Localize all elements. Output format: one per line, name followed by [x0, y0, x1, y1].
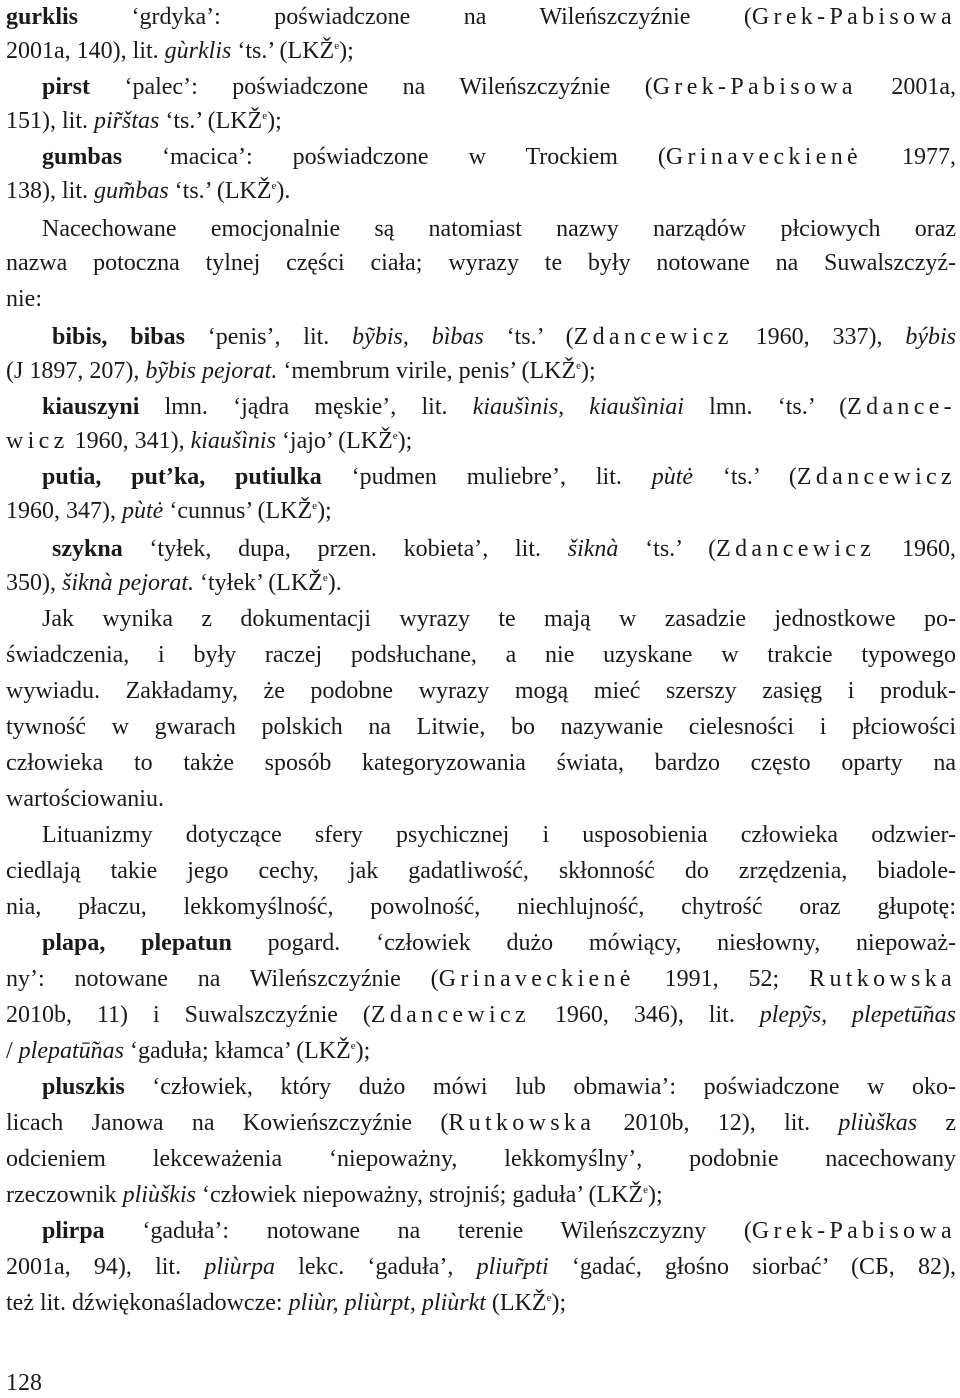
- text-line: [6, 1178, 956, 1212]
- author-citation: Grinaveckienė: [665, 144, 862, 170]
- lithuanian-form: gùrklis: [164, 38, 232, 64]
- text-segment: (J 1897, 207),: [6, 358, 146, 384]
- text-segment: );: [551, 1290, 567, 1316]
- text-segment: 1960, 346), lit.: [529, 1002, 760, 1028]
- text-segment: 2001a, 94), lit.: [6, 1254, 205, 1280]
- lithuanian-form: kiaušìnis, kiaušìniai: [472, 394, 684, 420]
- lithuanian-form: pliur̃pti: [476, 1254, 549, 1280]
- text-segment: ‘gaduła; kłamca’ (LKŽ: [124, 1038, 351, 1064]
- text-segment: 2001a, 140), lit.: [6, 38, 165, 64]
- text-segment: ‘gaduła’: notowane na terenie Wileńszczyzny (: [104, 1218, 752, 1244]
- text-segment: ciedlają takie jego cechy, jak gadatliwość, skłonność do zrzędzenia, biadole-: [6, 858, 956, 884]
- text-segment: ‘palec’: poświadczone na Wileńszczyźnie (: [90, 74, 653, 100]
- text-segment: ‘grdyka’: poświadczone na Wileńszczyźnie (: [78, 4, 752, 30]
- text-segment: 350),: [6, 570, 62, 596]
- superscript: e: [546, 1292, 552, 1304]
- lithuanian-form: pùtė: [651, 464, 694, 490]
- text-line: [6, 854, 956, 888]
- author-citation: Grek-Pabisowa: [751, 4, 956, 30]
- text-line: [6, 638, 956, 672]
- text-segment: );: [339, 38, 354, 64]
- headword: szykna: [52, 536, 123, 562]
- text-line: [6, 1142, 956, 1176]
- lithuanian-form: pliùškis: [122, 1182, 196, 1208]
- text-segment: ‘ts.’ (LKŽ: [231, 38, 335, 64]
- text-line: [6, 282, 956, 316]
- author-citation: Rutkowska: [448, 1110, 596, 1136]
- text-segment: ‘gadać, głośno siorbać’ (СБ, 82),: [548, 1254, 957, 1280]
- text-segment: );: [397, 428, 413, 454]
- lithuanian-form: bỹbis pejorat.: [145, 358, 278, 384]
- text-segment: (LKŽ: [485, 1290, 547, 1316]
- text-segment: ‘membrum virile, penis’ (LKŽ: [277, 358, 577, 384]
- text-line: [6, 818, 956, 852]
- text-segment: nazwa potoczna tylnej części ciała; wyrazy te były notowane na Suwalszczyź-: [6, 250, 956, 276]
- author-citation: Grek-Pabisowa: [652, 74, 857, 100]
- text-line: [6, 782, 956, 816]
- text-segment: lmn. ‘ts.’ (: [683, 394, 848, 420]
- author-citation: Zdancewicz: [370, 1002, 530, 1028]
- text-line: [6, 1070, 956, 1104]
- text-segment: ‘ts.’ (: [693, 464, 797, 490]
- superscript: e: [350, 1040, 356, 1052]
- text-segment: ‘ts.’ (LKŽ: [159, 108, 263, 134]
- headword: bibis, bibas: [52, 324, 185, 350]
- author-citation: Grinaveckienė: [438, 966, 635, 992]
- text-line: [6, 354, 956, 388]
- text-segment: ‘człowiek, który dużo mówi lub obmawia’: poświadczone w oko-: [124, 1074, 956, 1100]
- text-line: [6, 104, 956, 138]
- text-segment: 1960,: [875, 536, 956, 562]
- text-line: [6, 962, 956, 996]
- lithuanian-form: gum̃bas: [94, 178, 169, 204]
- text-segment: 138), lit.: [6, 178, 94, 204]
- headword: plapa, plepatun: [42, 930, 232, 956]
- text-segment: lekc. ‘gaduła’,: [275, 1254, 477, 1280]
- superscript: e: [271, 180, 277, 192]
- text-segment: Jak wynika z dokumentacji wyrazy te mają w zasadzie jednostkowe po-: [42, 606, 956, 632]
- text-segment: pogard. ‘człowiek dużo mówiący, niesłowny, niepoważ-: [231, 930, 956, 956]
- text-segment: 1960, 347),: [6, 498, 122, 524]
- text-line: [6, 926, 956, 960]
- text-line: [6, 532, 956, 566]
- text-line: [6, 1106, 956, 1140]
- lithuanian-form: pliùškas: [838, 1110, 918, 1136]
- superscript: e: [334, 40, 340, 52]
- text-line: [6, 890, 956, 924]
- text-segment: wywiadu. Zakładamy, że podobne wyrazy mogą mieć szerszy zasięg i produk-: [6, 678, 956, 704]
- text-segment: );: [648, 1182, 663, 1208]
- text-line: [6, 70, 956, 104]
- text-line: [6, 674, 956, 708]
- text-segment: tywność w gwarach polskich na Litwie, bo nazywanie cielesności i płciowości: [6, 714, 956, 740]
- superscript: e: [262, 110, 268, 122]
- text-line: [6, 1286, 956, 1320]
- text-line: [6, 174, 956, 208]
- text-line: [6, 460, 956, 494]
- text-segment: nie:: [6, 286, 42, 312]
- text-segment: ‘tyłek’ (LKŽ: [194, 570, 323, 596]
- lithuanian-form: plepỹs, plepetū̃nas: [759, 1002, 957, 1028]
- text-segment: );: [355, 1038, 371, 1064]
- superscript: e: [322, 572, 328, 584]
- text-line: [6, 998, 956, 1032]
- author-citation: Zdancewicz: [716, 536, 876, 562]
- text-segment: /: [6, 1038, 19, 1064]
- author-citation: Zdancewicz: [573, 324, 733, 350]
- page-number: 128: [6, 1370, 42, 1396]
- text-segment: 2010b, 12), lit.: [595, 1110, 839, 1136]
- lithuanian-form: pliùrpa: [204, 1254, 276, 1280]
- text-segment: ‘pudmen muliebre’, lit.: [321, 464, 652, 490]
- text-segment: odcieniem lekceważenia ‘niepoważny, lekkomyślny’, podobnie nacechowany: [6, 1146, 956, 1172]
- text-segment: rzeczownik: [6, 1182, 123, 1208]
- author-citation: Zdance-: [847, 394, 956, 420]
- text-segment: 1977,: [862, 144, 956, 170]
- text-line: [6, 1034, 956, 1068]
- text-line: [6, 1250, 956, 1284]
- text-segment: 1960, 337),: [732, 324, 906, 350]
- text-segment: ny’: notowane na Wileńszczyźnie (: [6, 966, 439, 992]
- author-citation: Grek-Pabisowa: [751, 1218, 956, 1244]
- headword: pirst: [42, 74, 90, 100]
- headword: kiauszyni: [42, 394, 140, 420]
- author-citation: Rutkowska: [809, 966, 957, 992]
- lithuanian-form: šiknà pejorat.: [62, 570, 194, 596]
- text-line: [6, 602, 956, 636]
- superscript: e: [643, 1184, 649, 1196]
- text-line: [6, 0, 956, 34]
- text-line: [6, 212, 956, 246]
- author-citation: wicz: [6, 428, 69, 454]
- text-segment: ‘człowiek niepoważny, strojniś; gaduła’ (LKŽ: [195, 1182, 644, 1208]
- headword: gurklis: [6, 4, 79, 30]
- text-segment: ‘cunnus’ (LKŽ: [163, 498, 313, 524]
- text-segment: Nacechowane emocjonalnie są natomiast nazwy narządów płciowych oraz: [42, 216, 956, 242]
- lithuanian-form: býbis: [905, 324, 956, 350]
- lithuanian-form: šiknà: [567, 536, 619, 562]
- lithuanian-form: pùtė: [122, 498, 164, 524]
- author-citation: Zdancewicz: [796, 464, 956, 490]
- text-segment: z: [917, 1110, 956, 1136]
- text-segment: ‘macica’: poświadczone w Trockiem (: [122, 144, 666, 170]
- text-line: [6, 246, 956, 280]
- lithuanian-form: plepatū̃nas: [18, 1038, 124, 1064]
- headword: pluszkis: [42, 1074, 125, 1100]
- text-segment: 151), lit.: [6, 108, 94, 134]
- text-segment: ).: [276, 178, 291, 204]
- text-segment: ‘ts.’ (: [618, 536, 717, 562]
- text-segment: ).: [327, 570, 342, 596]
- lithuanian-form: pir̃štas: [94, 108, 160, 134]
- text-segment: ‘jajo’ (LKŽ: [275, 428, 393, 454]
- text-segment: ‘ts.’ (LKŽ: [168, 178, 272, 204]
- text-segment: );: [317, 498, 332, 524]
- text-line: [6, 34, 956, 68]
- text-line: [6, 710, 956, 744]
- text-segment: świadczenia, i były raczej podsłuchane, a nie uzyskane w trakcie typowego: [6, 642, 956, 668]
- text-segment: nia, płaczu, lekkomyślność, powolność, niechlujność, chytrość oraz głupotę:: [6, 894, 956, 920]
- text-segment: też lit. dźwiękonaśladowcze:: [6, 1290, 289, 1316]
- lithuanian-form: pliùr, pliùrpt, pliùrkt: [288, 1290, 486, 1316]
- text-line: [6, 140, 956, 174]
- headword: putia, put’ka, putiulka: [42, 464, 322, 490]
- text-segment: ‘ts.’ (: [483, 324, 574, 350]
- text-segment: 1960, 341),: [68, 428, 191, 454]
- headword: plirpa: [42, 1218, 105, 1244]
- text-line: [6, 424, 956, 458]
- text-line: [6, 1214, 956, 1248]
- text-segment: lmn. ‘jądra męskie’, lit.: [139, 394, 473, 420]
- text-line: [6, 566, 956, 600]
- text-segment: );: [581, 358, 596, 384]
- lithuanian-form: bỹbis, bìbas: [352, 324, 484, 350]
- text-segment: );: [267, 108, 282, 134]
- text-segment: Lituanizmy dotyczące sfery psychicznej i usposobienia człowieka odzwier-: [42, 822, 956, 848]
- headword: gumbas: [42, 144, 123, 170]
- text-segment: ‘tyłek, dupa, przen. kobieta’, lit.: [122, 536, 568, 562]
- text-segment: licach Janowa na Kowieńszczyźnie (: [6, 1110, 449, 1136]
- text-line: [6, 320, 956, 354]
- superscript: e: [312, 500, 318, 512]
- text-line: [6, 390, 956, 424]
- text-line: [6, 494, 956, 528]
- lithuanian-form: kiaušìnis: [190, 428, 276, 454]
- text-segment: 1991, 52;: [634, 966, 810, 992]
- text-segment: 2001a,: [856, 74, 956, 100]
- superscript: e: [392, 430, 398, 442]
- text-segment: ‘penis’, lit.: [184, 324, 353, 350]
- text-segment: wartościowaniu.: [6, 786, 164, 812]
- text-line: [6, 746, 956, 780]
- text-segment: 2010b, 11) i Suwalszczyźnie (: [6, 1002, 371, 1028]
- superscript: e: [576, 360, 582, 372]
- text-segment: człowieka to także sposób kategoryzowania świata, bardzo często oparty na: [6, 750, 956, 776]
